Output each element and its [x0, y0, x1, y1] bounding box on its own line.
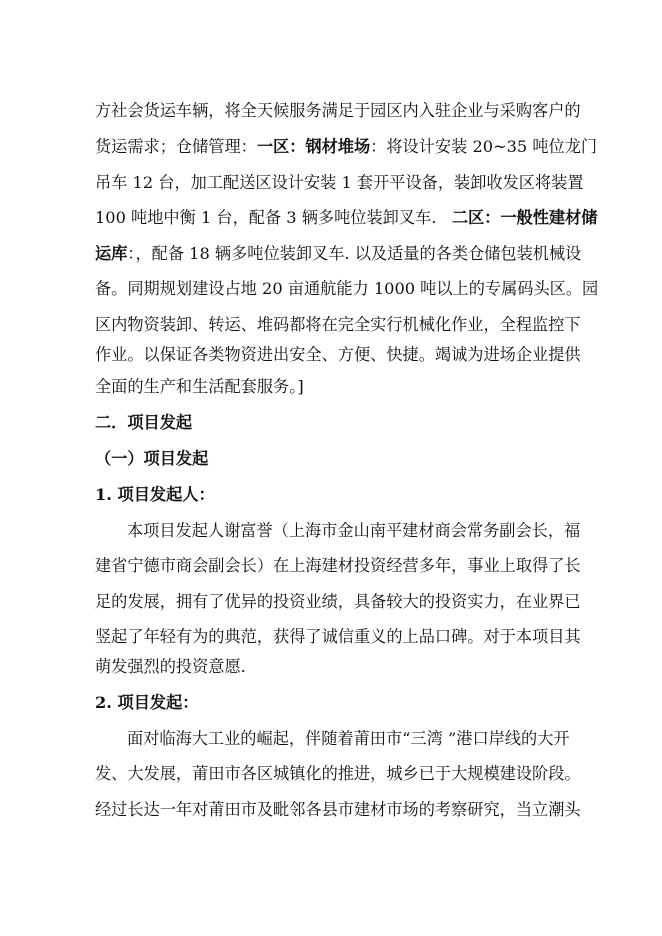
section-heading: 二．项目发起 [95, 413, 193, 432]
text-line: 面对临海大工业的崛起，伴随着莆田市“三湾 ”港口岸线的大开 [127, 729, 570, 748]
text-line: 本项目发起人谢富誉（上海市金山南平建材商会常务副会长，福 [127, 521, 581, 540]
text-line: 萌发强烈的投资意愿. [95, 657, 246, 676]
text-line [95, 243, 582, 265]
text-line: 竖起了年轻有为的典范，获得了诚信重义的上品口碑。对于本项目其 [95, 627, 581, 646]
text-span: 100 吨地中衡 1 台，配备 3 辆多吨位装卸叉车. [95, 208, 452, 227]
text-line: 方社会货运车辆，将全天候服务满足于园区内入驻企业与采购客户的 [95, 101, 581, 120]
bold-span: 一区：钢材堆场 [256, 137, 371, 156]
text-line: 发、大发展，莆田市各区城镇化的推进，城乡已于大规模建设阶段。 [95, 764, 581, 783]
bold-span: 二区：一般性建材储 [451, 208, 598, 227]
item-heading: 2. 项目发起： [95, 693, 199, 712]
text-line: 建省宁德市商会副会长）在上海建材投资经营多年，事业上取得了长 [95, 556, 581, 575]
text-span: 货运需求；仓储管理： [95, 137, 257, 156]
text-line: 作业。以保证各类物资进出安全、方便、快捷。竭诚为进场企业提供 [95, 345, 581, 364]
bold-span: 运库 [95, 244, 128, 263]
text-line [95, 207, 598, 229]
text-line [95, 136, 598, 158]
text-span: ：将设计安装 20~35 吨位龙门 [370, 137, 598, 156]
text-line: 备。同期规划建设占地 20 亩通航能力 1000 吨以上的专属码头区。园 [95, 279, 599, 298]
text-line: 经过长达一年对莆田市及毗邻各县市建材市场的考察研究，当立潮头 [95, 800, 581, 819]
text-line: 区内物资装卸、转运、堆码都将在完全实行机械化作业，全程监控下 [95, 315, 581, 334]
text-span: ：，配备 18 辆多吨位装卸叉车. 以及适量的各类仓储包装机械设 [127, 244, 582, 263]
text-line: 足的发展，拥有了优异的投资业绩，具备较大的投资实力，在业界已 [95, 592, 581, 611]
text-line: 吊车 12 台，加工配送区设计安装 1 套开平设备，装卸收发区将装置 [95, 173, 584, 192]
subsection-heading: （一）项目发起 [95, 449, 209, 468]
item-heading: 1. 项目发起人： [95, 485, 215, 504]
text-line: 全面的生产和生活配套服务。] [95, 377, 304, 396]
